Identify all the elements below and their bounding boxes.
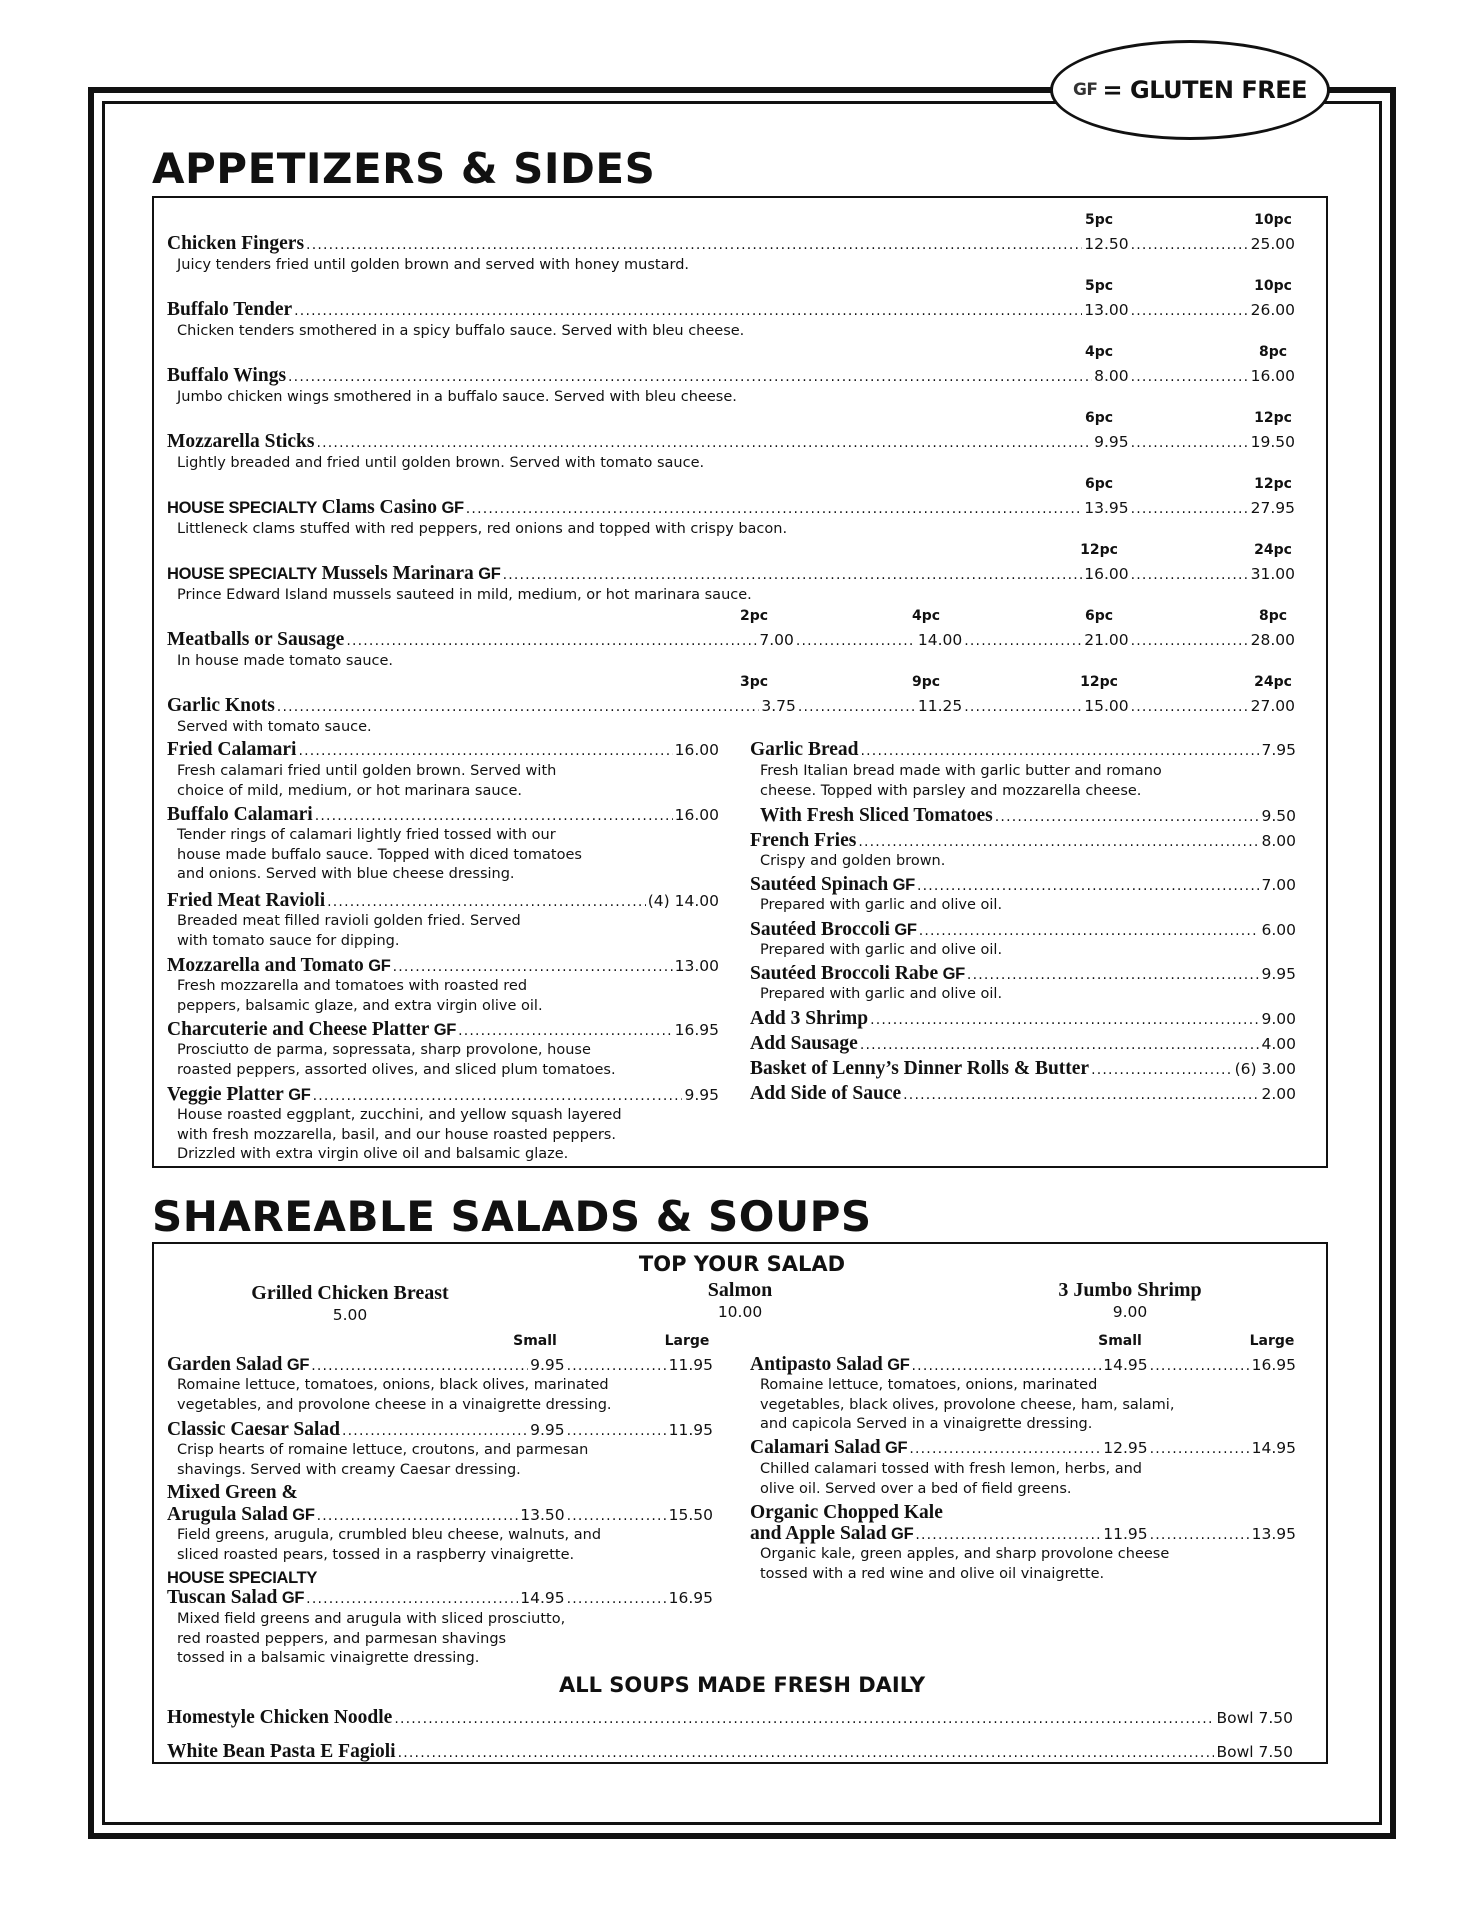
item-description: In house made tomato sauce. — [177, 653, 394, 669]
dot-leader — [1150, 1442, 1250, 1456]
menu-item — [167, 696, 1295, 716]
menu-item — [167, 432, 1295, 452]
size-label: Large — [664, 1333, 710, 1349]
item-name: Meatballs or Sausage — [167, 629, 345, 650]
item-price: 9.95 — [530, 1421, 565, 1439]
dot-leader — [567, 1424, 667, 1438]
dot-leader — [567, 1359, 667, 1373]
item-description: Jumbo chicken wings smothered in a buffalo sauce. Served with bleu cheese. — [177, 389, 737, 405]
item-price: 9.95 — [684, 1086, 719, 1104]
gf-tag: GF — [281, 1589, 305, 1607]
menu-item — [167, 1420, 713, 1440]
item-price: 7.00 — [759, 631, 794, 649]
item-name-line — [167, 1570, 317, 1587]
menu-item — [760, 806, 1296, 826]
item-price: 8.00 — [1261, 832, 1296, 850]
menu-item — [167, 630, 1295, 650]
item-description: Field greens, arugula, crumbled bleu cheese, walnuts, and sliced roasted pears, tossed in a raspberry vinaigrette. — [177, 1527, 602, 1563]
menu-item — [750, 1438, 1296, 1458]
item-price: 9.95 — [1261, 965, 1296, 983]
item-name: Fried Meat Ravioli — [167, 890, 326, 911]
item-price: 12.95 — [1103, 1439, 1148, 1457]
item-price: Bowl 7.50 — [1216, 1709, 1293, 1727]
dot-leader — [915, 1528, 1101, 1542]
gf-legend-text: = GLUTEN FREE — [1102, 76, 1308, 104]
gf-tag: GF — [288, 1086, 311, 1104]
item-price: 7.00 — [1261, 876, 1296, 894]
gluten-free-legend — [1050, 40, 1330, 140]
item-price: 14.95 — [1251, 1439, 1296, 1457]
item-price: 12.50 — [1084, 235, 1129, 253]
item-description: Chilled calamari tossed with fresh lemon, herbs, and olive oil. Served over a bed of field greens. — [760, 1461, 1142, 1497]
size-label: 6pc — [1084, 476, 1114, 492]
soup-item — [167, 1742, 1293, 1762]
topping-price: 9.00 — [1112, 1303, 1148, 1321]
item-description: Chicken tenders smothered in a spicy buffalo sauce. Served with bleu cheese. — [177, 323, 745, 339]
size-label: Large — [1249, 1333, 1295, 1349]
item-name: Sautéed Broccoli — [750, 919, 890, 940]
item-name: Fried Calamari — [167, 739, 297, 760]
dot-leader — [917, 879, 1260, 893]
item-name: Sautéed Broccoli Rabe — [750, 963, 939, 984]
item-description: Prepared with garlic and olive oil. — [760, 942, 1003, 958]
item-description: Prince Edward Island mussels sauteed in mild, medium, or hot marinara sauce. — [177, 587, 752, 603]
item-name: Garlic Bread — [750, 739, 859, 760]
item-price: 11.95 — [668, 1356, 713, 1374]
menu-item — [750, 1524, 1296, 1544]
menu-item — [167, 498, 1295, 518]
item-price: 16.00 — [1084, 565, 1129, 583]
size-label: 8pc — [1258, 608, 1288, 624]
item-description: Prepared with garlic and olive oil. — [760, 986, 1003, 1002]
gf-tag: GF — [885, 1439, 908, 1457]
item-name: Add 3 Shrimp — [750, 1008, 869, 1029]
dot-leader — [311, 1359, 528, 1373]
menu-item — [167, 234, 1295, 254]
size-label: 24pc — [1254, 542, 1292, 558]
item-description: Littleneck clams stuffed with red peppers, red onions and topped with crispy bacon. — [177, 521, 788, 537]
item-name: Chicken Fingers — [167, 233, 305, 254]
dot-leader — [912, 1359, 1102, 1373]
dot-leader — [798, 700, 916, 714]
dot-leader — [861, 744, 1260, 758]
item-name: Calamari Salad — [750, 1437, 881, 1458]
dot-leader — [567, 1592, 667, 1606]
item-price: 16.95 — [1251, 1356, 1296, 1374]
item-price: 9.00 — [1261, 1010, 1296, 1028]
item-name: Mozzarella and Tomato — [167, 955, 364, 976]
item-price: 9.95 — [1094, 433, 1129, 451]
dot-leader — [398, 1746, 1215, 1760]
size-label: 6pc — [1084, 608, 1114, 624]
size-label: 5pc — [1084, 212, 1114, 228]
dot-leader — [858, 835, 1259, 849]
size-label: 10pc — [1254, 212, 1292, 228]
item-name: Garlic Knots — [167, 695, 275, 716]
dot-leader — [903, 1088, 1259, 1102]
menu-item — [750, 740, 1296, 760]
item-price: (6) 3.00 — [1234, 1060, 1296, 1078]
item-price: 6.00 — [1261, 921, 1296, 939]
item-price: 11.95 — [1103, 1525, 1148, 1543]
item-price: 14.95 — [520, 1589, 565, 1607]
dot-leader — [298, 744, 672, 758]
item-price: (4) 14.00 — [647, 892, 719, 910]
size-label: 8pc — [1258, 344, 1288, 360]
item-price: 13.95 — [1084, 499, 1129, 517]
topping-price: 10.00 — [717, 1303, 763, 1321]
menu-item — [750, 1059, 1296, 1079]
item-description: Crispy and golden brown. — [760, 853, 946, 869]
topping-price: 5.00 — [332, 1306, 368, 1324]
dot-leader — [1150, 1359, 1250, 1373]
item-description: Breaded meat filled ravioli golden fried. Served with tomato sauce for dipping. — [177, 913, 521, 949]
dot-leader — [1131, 502, 1249, 516]
item-description: Organic kale, green apples, and sharp provolone cheese tossed with a red wine and olive oil vinaigrette. — [760, 1546, 1170, 1582]
item-price: 8.00 — [1094, 367, 1129, 385]
item-price: 13.00 — [674, 957, 719, 975]
gf-tag: GF — [441, 499, 464, 517]
size-label: 6pc — [1084, 410, 1114, 426]
dot-leader — [317, 1509, 519, 1523]
dot-leader — [315, 809, 673, 823]
item-description: Lightly breaded and fried until golden brown. Served with tomato sauce. — [177, 455, 705, 471]
menu-item — [750, 1355, 1296, 1375]
menu-item — [167, 300, 1295, 320]
dot-leader — [466, 502, 1082, 516]
item-price: 31.00 — [1250, 565, 1295, 583]
dot-leader — [393, 960, 673, 974]
item-description: Prosciutto de parma, sopressata, sharp provolone, house roasted peppers, assorted olives, and sliced plum tomatoes. — [177, 1042, 616, 1078]
item-price: 19.50 — [1250, 433, 1295, 451]
dot-leader — [306, 238, 1082, 252]
dot-leader — [860, 1038, 1260, 1052]
menu-item — [167, 1085, 719, 1105]
item-name: French Fries — [750, 830, 857, 851]
gf-mark: GF — [1072, 80, 1098, 100]
item-description: Mixed field greens and arugula with sliced prosciutto, red roasted peppers, and parmesan shavings tossed in a balsamic vinaigrette dressing. — [177, 1611, 566, 1666]
size-label: Small — [1098, 1333, 1142, 1349]
item-description: Romaine lettuce, tomatoes, onions, black olives, marinated vegetables, and provolone cheese in a vinaigrette dressing. — [177, 1377, 612, 1413]
item-price: 13.00 — [1084, 301, 1129, 319]
dot-leader — [1131, 304, 1249, 318]
item-price: Bowl 7.50 — [1216, 1743, 1293, 1761]
item-name: Homestyle Chicken Noodle — [167, 1707, 393, 1728]
dot-leader — [342, 1424, 528, 1438]
item-description: Served with tomato sauce. — [177, 719, 372, 735]
gf-tag: GF — [478, 565, 501, 583]
dot-leader — [919, 924, 1260, 938]
dot-leader — [1131, 568, 1249, 582]
soups-heading: ALL SOUPS MADE FRESH DAILY — [558, 1673, 926, 1697]
item-price: 13.95 — [1251, 1525, 1296, 1543]
item-name: Clams Casino — [321, 497, 437, 518]
dot-leader — [1131, 238, 1249, 252]
size-label: 3pc — [739, 674, 769, 690]
item-description: House roasted eggplant, zucchini, and yellow squash layered with fresh mozzarella, basil, and our house roasted peppers. Drizzled with extra virgin olive oil and balsamic glaze. — [177, 1107, 622, 1162]
menu-item — [167, 366, 1295, 386]
item-price: 26.00 — [1250, 301, 1295, 319]
topping-name: Grilled Chicken Breast — [251, 1282, 449, 1304]
menu-item — [750, 1084, 1296, 1104]
item-price: 16.00 — [674, 806, 719, 824]
menu-item — [167, 1355, 713, 1375]
dot-leader — [796, 634, 916, 648]
dot-leader — [964, 700, 1082, 714]
top-your-salad-heading: TOP YOUR SALAD — [638, 1252, 846, 1276]
menu-item — [750, 920, 1296, 940]
dot-leader — [964, 634, 1082, 648]
menu-item — [750, 875, 1296, 895]
item-price: 11.25 — [917, 697, 963, 715]
size-label: 4pc — [1084, 344, 1114, 360]
item-name: Classic Caesar Salad — [167, 1419, 340, 1440]
menu-item — [750, 1034, 1296, 1054]
dot-leader — [503, 568, 1083, 582]
gf-tag: GF — [433, 1021, 457, 1039]
gf-tag: GF — [892, 876, 915, 894]
item-description: Prepared with garlic and olive oil. — [760, 897, 1003, 913]
topping-name: Salmon — [707, 1279, 773, 1301]
item-price: 11.95 — [668, 1421, 713, 1439]
item-name: Antipasto Salad — [750, 1354, 883, 1375]
item-price: 16.95 — [668, 1589, 713, 1607]
item-price: 16.00 — [1250, 367, 1295, 385]
gf-tag: GF — [894, 921, 917, 939]
item-name: Add Sausage — [750, 1033, 858, 1054]
menu-item — [167, 1020, 719, 1040]
house-specialty-tag: HOUSE SPECIALTY — [167, 565, 318, 583]
gf-tag: GF — [942, 965, 965, 983]
dot-leader — [870, 1013, 1259, 1027]
item-name: Buffalo Calamari — [167, 804, 313, 825]
item-price: 16.00 — [674, 741, 719, 759]
menu-item — [167, 564, 1295, 584]
gf-tag: GF — [286, 1356, 310, 1374]
size-label: 10pc — [1254, 278, 1292, 294]
item-name: Mixed Green & — [167, 1482, 298, 1503]
item-price: 7.95 — [1261, 741, 1296, 759]
topping-option — [980, 1279, 1280, 1323]
item-name: Tuscan Salad — [167, 1587, 278, 1608]
item-price: 21.00 — [1084, 631, 1129, 649]
menu-item — [167, 891, 719, 911]
dot-leader — [1131, 700, 1249, 714]
item-price: 28.00 — [1250, 631, 1295, 649]
menu-item — [167, 956, 719, 976]
soup-item — [167, 1708, 1293, 1728]
item-price: 27.95 — [1250, 499, 1295, 517]
menu-item — [167, 805, 719, 825]
item-name: Add Side of Sauce — [750, 1083, 902, 1104]
dot-leader — [288, 370, 1092, 384]
item-name: Sautéed Spinach — [750, 874, 889, 895]
item-description: Fresh calamari fried until golden brown. Served with choice of mild, medium, or hot marinara sauce. — [177, 763, 557, 799]
item-price: 27.00 — [1250, 697, 1295, 715]
dot-leader — [458, 1024, 673, 1038]
item-description: Crisp hearts of romaine lettuce, croutons, and parmesan shavings. Served with creamy Caesar dressing. — [177, 1442, 589, 1478]
item-price: 14.95 — [1103, 1356, 1148, 1374]
size-label: 4pc — [911, 608, 941, 624]
dot-leader — [1091, 1063, 1233, 1077]
item-name: Buffalo Wings — [167, 365, 287, 386]
menu-item — [750, 1009, 1296, 1029]
dot-leader — [306, 1592, 518, 1606]
item-name-line — [750, 1503, 943, 1523]
dot-leader — [316, 436, 1092, 450]
item-price: 15.00 — [1084, 697, 1129, 715]
item-name-line — [167, 1483, 298, 1503]
dot-leader — [294, 304, 1082, 318]
size-label: 5pc — [1084, 278, 1114, 294]
size-label: 12pc — [1254, 410, 1292, 426]
salads-title: SHAREABLE SALADS & SOUPS — [152, 1192, 872, 1241]
dot-leader — [1131, 436, 1249, 450]
gf-tag: GF — [292, 1506, 315, 1524]
dot-leader — [909, 1442, 1101, 1456]
dot-leader — [995, 810, 1260, 824]
item-name: Veggie Platter — [167, 1084, 284, 1105]
size-label: 12pc — [1080, 674, 1118, 690]
item-name: and Apple Salad — [750, 1523, 887, 1544]
item-name: Buffalo Tender — [167, 299, 293, 320]
menu-item — [167, 1505, 713, 1525]
item-price: 13.50 — [520, 1506, 565, 1524]
dot-leader — [967, 968, 1260, 982]
item-price: 2.00 — [1261, 1085, 1296, 1103]
item-name: Arugula Salad — [167, 1504, 288, 1525]
gf-tag: GF — [887, 1356, 910, 1374]
menu-item — [167, 1588, 713, 1608]
item-price: 4.00 — [1261, 1035, 1296, 1053]
dot-leader — [1150, 1528, 1250, 1542]
size-label: 9pc — [911, 674, 941, 690]
gf-tag: GF — [891, 1525, 914, 1543]
size-label: 12pc — [1080, 542, 1118, 558]
item-price: 25.00 — [1250, 235, 1295, 253]
dot-leader — [1131, 370, 1249, 384]
item-name: Mussels Marinara — [321, 563, 474, 584]
item-price: 15.50 — [668, 1506, 713, 1524]
dot-leader — [1131, 634, 1249, 648]
dot-leader — [394, 1712, 1214, 1726]
item-name: White Bean Pasta E Fagioli — [167, 1741, 396, 1762]
item-description: Tender rings of calamari lightly fried tossed with our house made buffalo sauce. Topped with diced tomatoes and onions. Served with blue cheese dressing. — [177, 827, 582, 882]
size-label: 24pc — [1254, 674, 1292, 690]
size-label: 2pc — [739, 608, 769, 624]
item-price: 9.50 — [1261, 807, 1296, 825]
dot-leader — [567, 1509, 667, 1523]
dot-leader — [313, 1089, 683, 1103]
dot-leader — [277, 700, 760, 714]
item-price: 3.75 — [761, 697, 796, 715]
item-description: Fresh Italian bread made with garlic butter and romano cheese. Topped with parsley and mozzarella cheese. — [760, 763, 1162, 799]
size-label: Small — [513, 1333, 557, 1349]
item-name: Garden Salad — [167, 1354, 283, 1375]
topping-name: 3 Jumbo Shrimp — [1058, 1279, 1202, 1301]
menu-item — [750, 964, 1296, 984]
item-name: Mozzarella Sticks — [167, 431, 315, 452]
item-price: 9.95 — [530, 1356, 565, 1374]
item-description: Juicy tenders fried until golden brown and served with honey mustard. — [177, 257, 690, 273]
gf-tag: GF — [368, 957, 391, 975]
item-price: 16.95 — [674, 1021, 719, 1039]
item-price: 14.00 — [917, 631, 963, 649]
size-label: 12pc — [1254, 476, 1292, 492]
item-name: Basket of Lenny’s Dinner Rolls & Butter — [750, 1058, 1090, 1079]
menu-item — [167, 740, 719, 760]
dot-leader — [327, 895, 646, 909]
house-specialty-tag: HOUSE SPECIALTY — [167, 1569, 318, 1587]
dot-leader — [346, 634, 757, 648]
item-name: With Fresh Sliced Tomatoes — [760, 805, 993, 826]
menu-item — [750, 831, 1296, 851]
item-name: Organic Chopped Kale — [750, 1502, 943, 1523]
item-description: Romaine lettuce, tomatoes, onions, marinated vegetables, black olives, provolone cheese, ham, salami, and capicola Served in a vinaigrette dressing. — [760, 1377, 1175, 1432]
item-name: Charcuterie and Cheese Platter — [167, 1019, 430, 1040]
house-specialty-tag: HOUSE SPECIALTY — [167, 499, 318, 517]
item-description: Fresh mozzarella and tomatoes with roasted red peppers, balsamic glaze, and extra virgin olive oil. — [177, 978, 543, 1014]
topping-option — [590, 1279, 890, 1323]
topping-option — [200, 1282, 500, 1326]
appetizers-title: APPETIZERS & SIDES — [152, 144, 656, 193]
